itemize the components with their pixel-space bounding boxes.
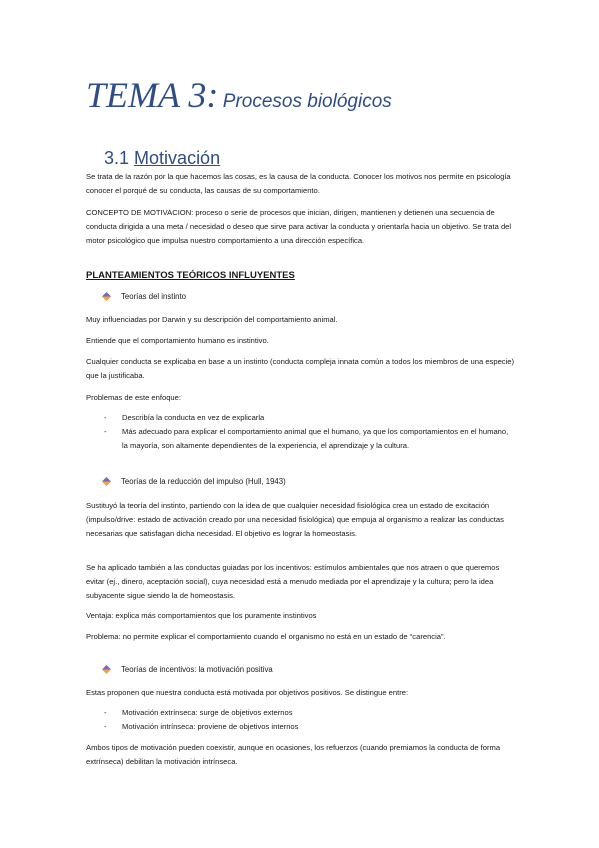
incentivos-dash2: Motivación intrínseca: proviene de objetivos internos [122, 722, 299, 731]
dash-marker: - [104, 722, 107, 731]
impulso-p4: Problema: no permite explicar el comportamiento cuando el organismo no está en un estado de “carencia”. [86, 632, 446, 641]
title-sub: Procesos biológicos [222, 91, 392, 112]
dash-marker: - [104, 427, 107, 436]
bullet-impulso [102, 477, 286, 486]
title-main: TEMA 3: [86, 75, 219, 115]
instinto-p2: Entiende que el comportamiento humano es instintivo. [86, 336, 269, 345]
instinto-p1: Muy influenciadas por Darwin y su descripción del comportamiento animal. [86, 315, 338, 324]
section-name: Motivación [134, 148, 221, 168]
instinto-p4: Problemas de este enfoque: [86, 393, 181, 402]
bullet-incentivos [102, 665, 273, 674]
page-title [86, 74, 392, 116]
section-number: 3.1 [104, 148, 130, 168]
theories-heading: PLANTEAMIENTOS TEÓRICOS INFLUYENTES [86, 270, 295, 281]
incentivos-p2: Ambos tipos de motivación pueden coexistir, aunque en ocasiones, los refuerzos (cuando premiamos la conducta de forma extrínseca) debilitan la motivación intrínseca. [86, 743, 501, 766]
impulso-p3: Ventaja: explica más comportamientos que los puramente instintivos [86, 611, 317, 620]
intro-paragraph: Se trata de la razón por la que hacemos las cosas, es la causa de la conducta. Conocer los motivos nos permite en psicología conocer el porqué de su conducta, las causas de su comportamiento. [86, 172, 511, 195]
incentivos-p1: Estas proponen que nuestra conducta está motivada por objetivos positivos. Se distingue entre: [86, 688, 409, 697]
instinto-dash1: Describía la conducta en vez de explicarla [122, 413, 265, 422]
bullet-impulso-label: Teorías de la reducción del impulso (Hull, 1943) [121, 477, 286, 486]
dash-marker: - [104, 708, 107, 717]
instinto-dash2: Más adecuado para explicar el comportamiento animal que el humano, ya que los comportamientos en el humano, la mayoría, son altamente dependientes de la experiencia, el aprendizaje y la cultura. [122, 427, 509, 450]
bullet-incentivos-label: Teorías de incentivos: la motivación positiva [121, 665, 273, 674]
bullet-diamond-icon [102, 292, 111, 301]
section-heading [104, 148, 220, 169]
bullet-instinto-label: Teorías del instinto [121, 292, 187, 301]
impulso-p1: Sustituyó la teoría del instinto, partiendo con la idea de que cualquier necesidad fisiológica crea un estado de excitación (impulso/drive: estado de activación creado por una necesidad fisiológica) que empuja al organismo a realizar las conductas necesarias que satisfagan dicha necesidad. El objetivo es lograr la homeostasis. [86, 501, 504, 538]
concepto-paragraph: CONCEPTO DE MOTIVACION: proceso o serie de procesos que inician, dirigen, mantienen y detienen una secuencia de conducta dirigida a una meta / necesidad o deseo que sirve para activar la conducta y orientarla hacia un objetivo. Se trata del motor psicológico que impulsa nuestro comportamiento a una dirección específica. [86, 208, 512, 245]
bullet-diamond-icon [102, 477, 111, 486]
bullet-diamond-icon [102, 665, 111, 674]
impulso-p2: Se ha aplicado también a las conductas guiadas por los incentivos: estímulos ambientales que nos atraen o que queremos evitar (ej., dinero, aceptación social), cuya necesidad está a menudo mediada por el aprendizaje y la cultura; pero la idea subyacente sigue siendo la de homeostasis. [86, 563, 500, 600]
dash-marker: - [104, 413, 107, 422]
bullet-instinto [102, 292, 186, 301]
incentivos-dash1: Motivación extrínseca: surge de objetivos externos [122, 708, 293, 717]
instinto-p3: Cualquier conducta se explicaba en base a un instinto (conducta compleja innata común a todos los miembros de una especie) que la justificaba. [86, 357, 515, 380]
